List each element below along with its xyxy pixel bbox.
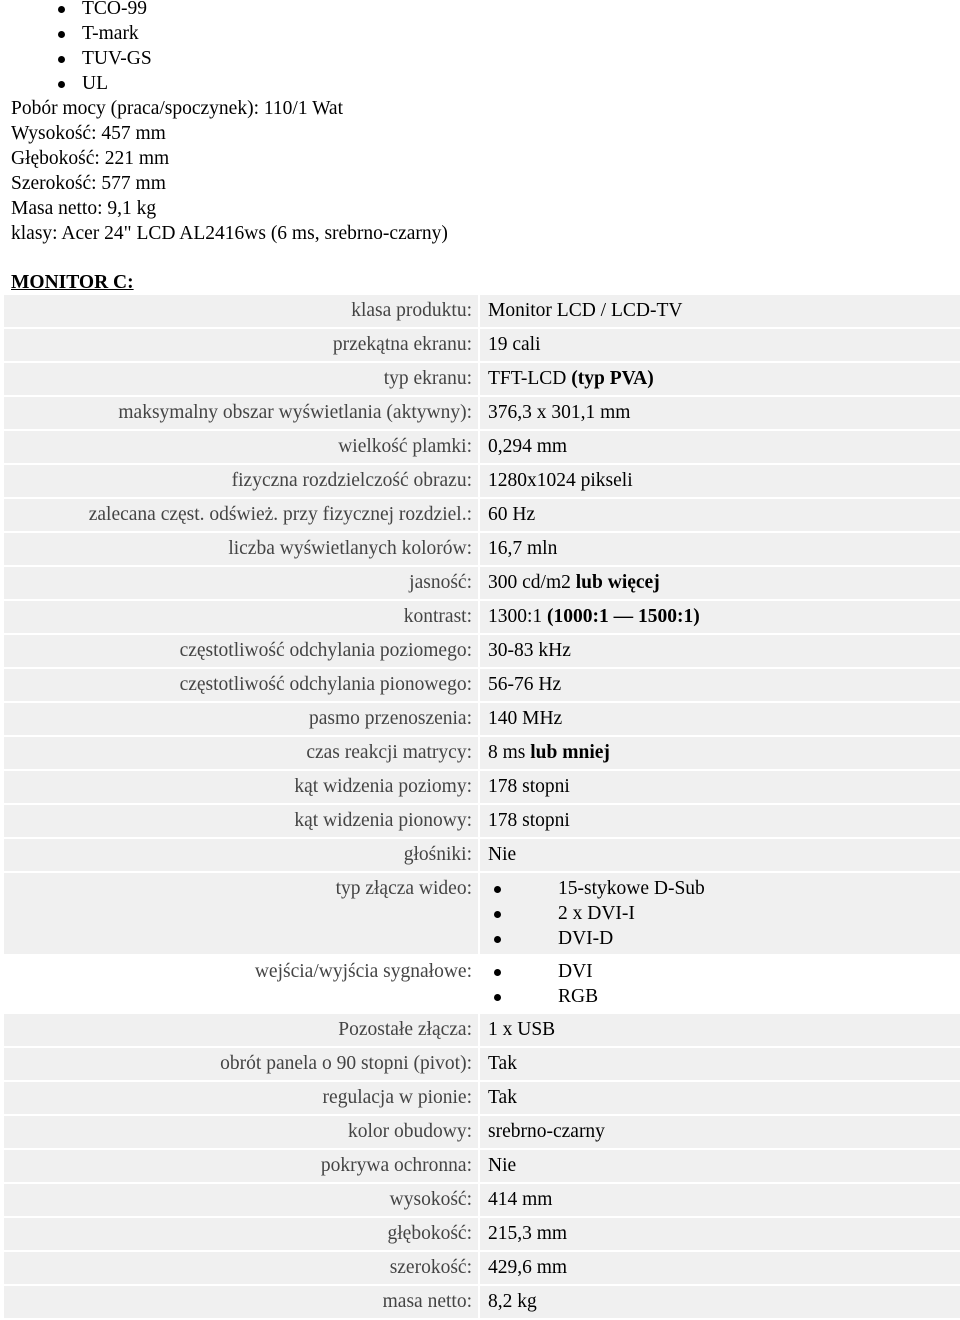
spec-value [480,1150,960,1182]
spec-row [4,1116,960,1150]
spec-row [4,1184,960,1218]
power-consumption-line: Pobór mocy (praca/spoczynek): 110/1 Wat [11,98,344,119]
spec-value-text: Nie [488,844,517,865]
spec-value-text: 1 x USB [488,1019,556,1040]
spec-label: pokrywa ochronna: [4,1150,480,1182]
spec-label: jasność: [4,567,480,599]
spec-value [480,1252,960,1284]
spec-value-text: TFT-LCD [488,368,572,389]
spec-row [4,1150,960,1184]
spec-value-text: 30-83 kHz [488,640,571,661]
spec-row [4,669,960,703]
certification-list [82,0,152,96]
list-item: T-mark [82,21,152,46]
spec-value [480,397,960,429]
spec-value [480,1014,960,1046]
spec-label: kąt widzenia pionowy: [4,805,480,837]
net-weight-line: Masa netto: 9,1 kg [11,198,157,219]
spec-value [480,873,960,954]
spec-row [4,295,960,329]
spec-row [4,431,960,465]
list-item: UL [82,71,152,96]
spec-value-text: 0,294 mm [488,436,568,457]
spec-value-text: Monitor LCD / LCD-TV [488,300,683,321]
spec-label: fizyczna rozdzielczość obrazu: [4,465,480,497]
spec-row [4,363,960,397]
spec-label: częstotliwość odchylania poziomego: [4,635,480,667]
spec-value [480,1218,960,1250]
spec-label: masa netto: [4,1286,480,1318]
spec-value [480,805,960,837]
depth-line: Głębokość: 221 mm [11,148,170,169]
spec-value [480,737,960,769]
spec-value [480,771,960,803]
spec-value-text: 60 Hz [488,504,536,525]
spec-label: typ ekranu: [4,363,480,395]
previous-monitor-details [11,96,448,246]
spec-value [480,1184,960,1216]
width-line: Szerokość: 577 mm [11,173,166,194]
spec-label: typ złącza wideo: [4,873,480,954]
spec-label: wielkość plamki: [4,431,480,463]
spec-row [4,567,960,601]
spec-value-text: 140 MHz [488,708,563,729]
spec-label: maksymalny obszar wyświetlania (aktywny): [4,397,480,429]
spec-row [4,1082,960,1116]
spec-value-text: 1280x1024 pikseli [488,470,633,491]
spec-label: kolor obudowy: [4,1116,480,1148]
spec-row [4,805,960,839]
spec-value [480,839,960,871]
spec-value-text: 178 stopni [488,776,570,797]
spec-value [480,669,960,701]
spec-value-text: 376,3 x 301,1 mm [488,402,631,423]
spec-value [480,295,960,327]
spec-label: częstotliwość odchylania pionowego: [4,669,480,701]
spec-value-emphasis: lub mniej [530,742,610,763]
spec-row [4,329,960,363]
spec-table [4,295,960,1320]
spec-label: głośniki: [4,839,480,871]
section-heading: MONITOR C: [11,272,134,293]
spec-label: liczba wyświetlanych kolorów: [4,533,480,565]
list-item: DVI [488,959,960,984]
spec-value-list [488,959,960,1009]
spec-value-emphasis: lub więcej [575,572,660,593]
spec-value [480,1116,960,1148]
spec-row [4,771,960,805]
list-item: TCO-99 [82,0,152,21]
spec-label: pasmo przenoszenia: [4,703,480,735]
height-line: Wysokość: 457 mm [11,123,166,144]
spec-value-text: Tak [488,1087,517,1108]
spec-value [480,1048,960,1080]
spec-value-text: 178 stopni [488,810,570,831]
spec-value [480,567,960,599]
spec-row [4,703,960,737]
spec-value [480,499,960,531]
spec-value [480,635,960,667]
spec-value-emphasis: (1000:1 — 1500:1) [547,606,700,627]
spec-value-text: Nie [488,1155,517,1176]
spec-value-text: 215,3 mm [488,1223,568,1244]
spec-label: głębokość: [4,1218,480,1250]
spec-value-text: 1300:1 [488,606,548,627]
spec-value-emphasis: (typ PVA) [571,368,654,389]
spec-label: regulacja w pionie: [4,1082,480,1114]
spec-row [4,397,960,431]
spec-value [480,601,960,633]
spec-value-text: 8 ms [488,742,531,763]
spec-label: obrót panela o 90 stopni (pivot): [4,1048,480,1080]
spec-value-text: Tak [488,1053,517,1074]
spec-label: wejścia/wyjścia sygnałowe: [4,956,480,1012]
spec-value-text: 19 cali [488,334,541,355]
spec-row [4,1048,960,1082]
spec-row [4,737,960,771]
spec-value [480,431,960,463]
spec-value-text: 16,7 mln [488,538,558,559]
list-item: DVI-D [488,926,960,951]
spec-value [480,703,960,735]
spec-value [480,1082,960,1114]
spec-row [4,465,960,499]
spec-label: wysokość: [4,1184,480,1216]
spec-label: czas reakcji matrycy: [4,737,480,769]
spec-value-text: 56-76 Hz [488,674,562,695]
spec-row [4,1014,960,1048]
spec-row [4,635,960,669]
spec-value [480,465,960,497]
spec-value [480,1286,960,1318]
spec-label: przekątna ekranu: [4,329,480,361]
list-item: 2 x DVI-I [488,901,960,926]
spec-row [4,499,960,533]
spec-value-text: 414 mm [488,1189,553,1210]
spec-value [480,363,960,395]
spec-row [4,1218,960,1252]
list-item: 15-stykowe D-Sub [488,876,960,901]
spec-label: klasa produktu: [4,295,480,327]
spec-row [4,956,960,1014]
spec-label: kontrast: [4,601,480,633]
spec-value [480,956,960,1012]
spec-label: zalecana częst. odśwież. przy fizycznej rozdziel.: [4,499,480,531]
spec-value-text: 300 cd/m2 [488,572,576,593]
spec-row [4,839,960,873]
spec-row [4,601,960,635]
spec-label: Pozostałe złącza: [4,1014,480,1046]
spec-value-list [488,876,960,951]
list-item: RGB [488,984,960,1009]
spec-row [4,533,960,567]
spec-value-text: srebrno-czarny [488,1121,605,1142]
spec-value [480,533,960,565]
list-item: TUV-GS [82,48,152,69]
spec-row [4,1252,960,1286]
spec-value-text: 429,6 mm [488,1257,568,1278]
spec-row [4,873,960,956]
class-line: klasy: Acer 24" LCD AL2416ws (6 ms, srebrno-czarny) [11,223,448,244]
spec-label: szerokość: [4,1252,480,1284]
spec-label: kąt widzenia poziomy: [4,771,480,803]
spec-value-text: 8,2 kg [488,1291,537,1312]
spec-value [480,329,960,361]
